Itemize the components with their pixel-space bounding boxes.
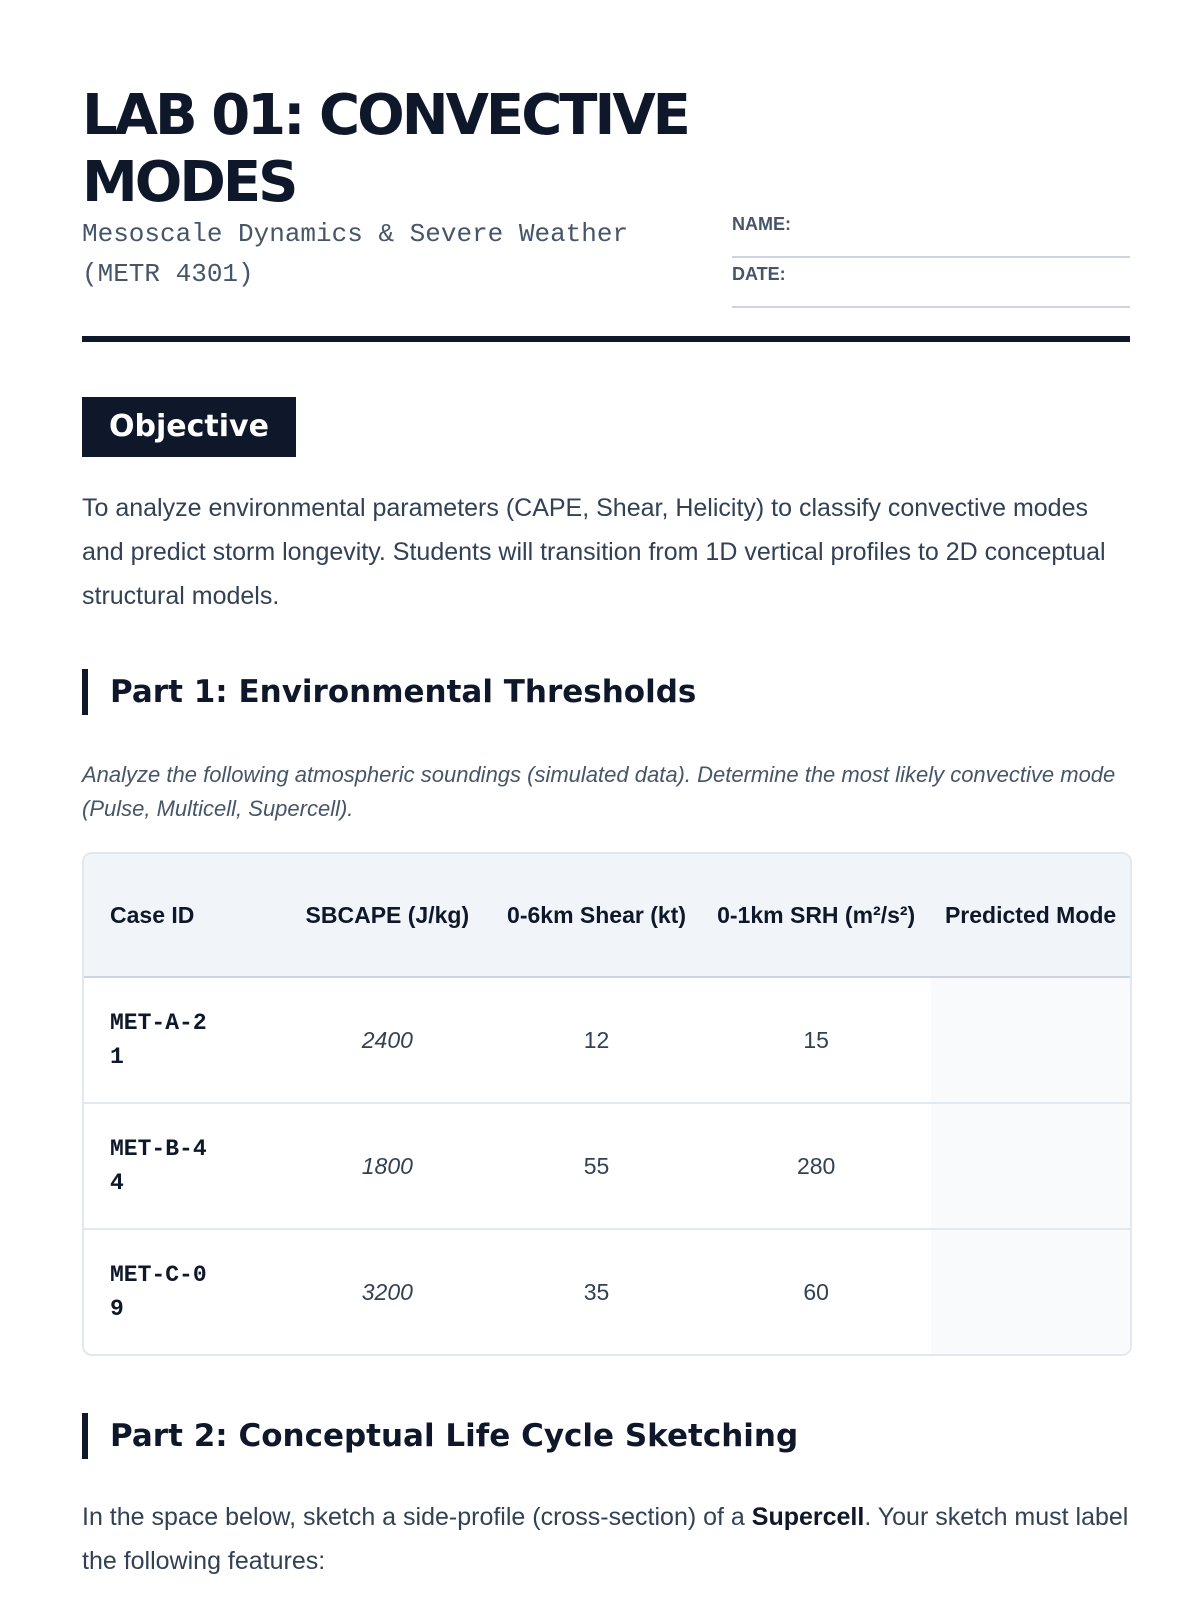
column-header-predicted-mode: Predicted Mode — [931, 854, 1130, 977]
table-row — [84, 1229, 1130, 1354]
course-subtitle: Mesoscale Dynamics & Severe Weather (METR 4301) — [82, 219, 629, 289]
sbcape-cell: 2400 — [283, 977, 492, 1103]
shear-cell: 35 — [583, 1278, 610, 1305]
part2-text-after: . Your sketch must label the following features: — [82, 1503, 1129, 1575]
date-field[interactable] — [732, 260, 1130, 308]
name-field[interactable] — [732, 210, 1130, 258]
srh-cell: 60 — [803, 1278, 829, 1305]
lab-worksheet — [82, 0, 1130, 1575]
srh-cell: 15 — [701, 977, 931, 1103]
student-info-fields — [732, 210, 1130, 310]
objective-text: To analyze environmental parameters (CAPE, Shear, Helicity) to classify convective modes and predict storm longevity. Students will transition from 1D vertical profiles to 2D conceptual structural models. — [82, 494, 1106, 610]
shear-cell: 12 — [492, 977, 701, 1103]
column-header-srh: 0-1km SRH (m²/s²) — [701, 854, 931, 977]
srh-cell: 280 — [701, 1103, 931, 1229]
part2-text-before: In the space below, sketch a side-profile (cross-section) of a — [82, 1503, 752, 1531]
name-label: NAME: — [732, 214, 791, 234]
predicted-mode-answer-cell[interactable] — [931, 1229, 1130, 1354]
soundings-table — [82, 852, 1132, 1356]
part2-instructions — [82, 1495, 1130, 1583]
column-header-shear: 0-6km Shear (kt) — [492, 854, 701, 977]
part2-heading: Part 2: Conceptual Life Cycle Sketching — [82, 1413, 798, 1459]
column-header-case-id: Case ID — [84, 854, 283, 977]
date-label: DATE: — [732, 264, 786, 284]
part1-instructions: Analyze the following atmospheric soundings (simulated data). Determine the most likely convective mode (Pulse, Multicell, Supercell). — [82, 762, 1116, 821]
predicted-mode-answer-cell[interactable] — [931, 1103, 1130, 1229]
predicted-mode-answer-cell[interactable] — [931, 977, 1130, 1103]
case-id-cell: MET-C-09 — [110, 1262, 207, 1322]
part2-text-bold: Supercell — [751, 1503, 865, 1531]
column-header-sbcape: SBCAPE (J/kg) — [283, 854, 492, 977]
objective-heading: Objective — [82, 397, 296, 457]
page-title: LAB 01: CONVECTIVE MODES — [82, 83, 688, 215]
sbcape-cell: 3200 — [361, 1278, 413, 1305]
shear-cell: 55 — [492, 1103, 701, 1229]
header-divider — [82, 336, 1130, 342]
sbcape-cell: 1800 — [283, 1103, 492, 1229]
case-id-cell: MET-B-44 — [84, 1103, 283, 1229]
part1-heading: Part 1: Environmental Thresholds — [82, 669, 696, 715]
table-header-row — [84, 854, 1130, 977]
table-row — [84, 977, 1130, 1103]
case-id-cell: MET-A-21 — [84, 977, 283, 1103]
table-row — [84, 1103, 1130, 1229]
worksheet-header — [82, 0, 1130, 348]
